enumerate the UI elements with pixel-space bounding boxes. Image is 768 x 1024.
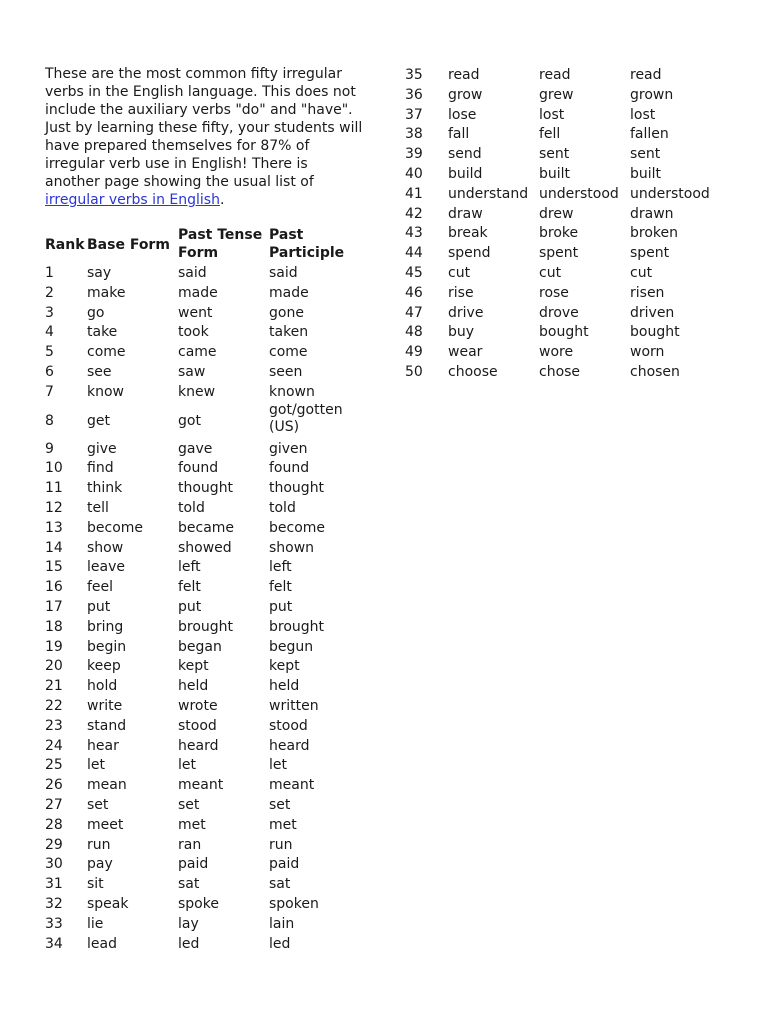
past-participle-cell: shown [269, 539, 315, 556]
rank-cell: 38 [405, 126, 423, 143]
past-tense-cell: kept [178, 658, 209, 675]
past-tense-cell: began [178, 638, 222, 655]
past-participle-cell: held [269, 678, 300, 695]
rank-cell: 31 [45, 876, 63, 893]
past-tense-cell: thought [178, 480, 234, 497]
past-participle-cell: kept [269, 658, 300, 675]
irregular-verbs-link[interactable]: irregular verbs in English [45, 192, 220, 208]
base-form-cell: give [87, 440, 117, 457]
rank-cell: 24 [45, 737, 63, 754]
past-participle-cell: bought [630, 324, 680, 341]
verb-table-left [45, 226, 365, 966]
past-participle-cell: understood [630, 185, 710, 202]
rank-cell: 5 [45, 344, 54, 361]
past-participle-cell: brought [269, 618, 325, 635]
past-participle-cell: found [269, 460, 310, 477]
base-form-cell: feel [87, 579, 114, 596]
rank-cell: 37 [405, 106, 423, 123]
header-past-participle: Past Participle [269, 227, 345, 261]
rank-cell: 43 [405, 225, 423, 242]
past-tense-cell: knew [178, 383, 216, 400]
base-form-cell: let [87, 757, 105, 774]
past-tense-cell: brought [178, 618, 234, 635]
intro-paragraph [45, 65, 365, 209]
past-participle-cell: spoken [269, 896, 319, 912]
base-form-cell: sit [87, 876, 104, 893]
rank-cell: 10 [45, 460, 63, 477]
past-tense-cell: made [178, 284, 218, 301]
rank-cell: 41 [405, 185, 423, 202]
past-participle-cell: lain [269, 915, 295, 932]
past-tense-cell: wore [539, 344, 574, 361]
rank-cell: 7 [45, 383, 54, 400]
past-participle-cell: thought [269, 480, 325, 497]
past-tense-cell: met [178, 816, 206, 833]
header-past-tense-form: Past Tense Form [178, 227, 263, 261]
past-participle-cell: begun [269, 638, 314, 655]
rank-cell: 17 [45, 599, 63, 615]
past-tense-cell: sat [178, 876, 200, 893]
past-tense-cell: found [178, 460, 219, 477]
past-participle-cell: written [269, 698, 319, 714]
base-form-cell: lose [448, 106, 477, 123]
base-form-cell: spend [448, 245, 491, 262]
past-participle-cell: driven [630, 304, 675, 321]
past-participle-cell: set [269, 797, 291, 813]
past-participle-cell: meant [269, 777, 315, 794]
past-participle-cell: put [269, 599, 293, 615]
base-form-cell: cut [448, 265, 471, 281]
base-form-cell: say [87, 265, 112, 281]
base-form-cell: put [87, 599, 111, 615]
rank-cell: 20 [45, 658, 63, 675]
base-form-cell: go [87, 304, 105, 321]
rank-cell: 44 [405, 245, 423, 262]
past-participle-cell: lost [630, 106, 656, 123]
base-form-cell: drive [448, 304, 484, 321]
base-form-cell: choose [448, 364, 498, 380]
past-tense-cell: set [178, 797, 200, 813]
past-participle-cell: seen [269, 364, 303, 380]
past-participle-cell: let [269, 757, 287, 774]
past-participle-cell: told [269, 500, 296, 516]
rank-cell: 25 [45, 757, 63, 774]
past-tense-cell: told [178, 500, 205, 516]
base-form-cell: take [87, 324, 118, 341]
rank-cell: 32 [45, 896, 63, 912]
past-tense-cell: cut [539, 265, 562, 281]
past-participle-cell: read [630, 67, 662, 83]
rank-cell: 3 [45, 304, 54, 321]
past-participle-cell: broken [630, 225, 678, 242]
base-form-cell: speak [87, 896, 129, 912]
past-tense-cell: went [178, 304, 213, 321]
past-tense-cell: chose [539, 364, 581, 380]
rank-cell: 19 [45, 638, 63, 655]
base-form-cell: hear [87, 737, 119, 754]
base-form-cell: write [87, 698, 123, 714]
base-form-cell: buy [448, 324, 475, 341]
rank-cell: 8 [45, 412, 54, 429]
rank-cell: 30 [45, 856, 63, 873]
past-participle-cell: sat [269, 876, 291, 893]
rank-cell: 18 [45, 618, 63, 635]
base-form-cell: become [87, 519, 144, 536]
past-tense-cell: paid [178, 856, 209, 873]
past-tense-cell: felt [178, 579, 201, 596]
past-participle-cell: paid [269, 856, 300, 873]
past-tense-cell: gave [178, 440, 213, 457]
past-participle-cell: cut [630, 265, 653, 281]
past-participle-cell: come [269, 344, 308, 361]
base-form-cell: fall [448, 126, 470, 143]
rank-cell: 42 [405, 205, 423, 222]
base-form-cell: bring [87, 618, 124, 635]
past-tense-cell: let [178, 757, 196, 774]
rank-cell: 11 [45, 480, 63, 497]
past-tense-cell: got [178, 412, 201, 429]
past-participle-cell: drawn [630, 205, 674, 222]
past-participle-cell: stood [269, 717, 308, 734]
base-form-cell: send [448, 146, 482, 163]
rank-cell: 6 [45, 364, 54, 380]
rank-cell: 39 [405, 146, 423, 163]
past-participle-cell: got/gotten (US) [269, 401, 343, 435]
rank-cell: 13 [45, 519, 63, 536]
past-participle-cell: heard [269, 737, 310, 754]
past-participle-cell: spent [630, 245, 670, 262]
past-tense-cell: heard [178, 737, 219, 754]
base-form-cell: tell [87, 500, 109, 516]
base-form-cell: come [87, 344, 126, 361]
rank-cell: 48 [405, 324, 423, 341]
rank-cell: 49 [405, 344, 423, 361]
base-form-cell: wear [448, 344, 483, 361]
base-form-cell: leave [87, 559, 125, 576]
base-form-cell: break [448, 225, 488, 242]
base-form-cell: run [87, 836, 111, 853]
rank-cell: 34 [45, 935, 63, 952]
past-tense-cell: meant [178, 777, 224, 794]
past-participle-cell: felt [269, 579, 292, 596]
rank-cell: 50 [405, 364, 423, 380]
header-rank: Rank [45, 237, 85, 253]
intro-text: These are the most common fifty irregular verbs in the English language. This does not include the auxiliary verbs "do" and "have". Just by learning these fifty, your students will have prepared themselves for 87% of irregular verb use in English! There is another page showing the usual list of [45, 66, 363, 190]
base-form-cell: lie [87, 915, 104, 932]
past-tense-cell: drove [539, 304, 579, 321]
base-form-cell: begin [87, 638, 127, 655]
base-form-cell: think [87, 480, 123, 497]
past-tense-cell: left [178, 559, 201, 576]
base-form-cell: pay [87, 856, 113, 873]
base-form-cell: understand [448, 185, 529, 202]
past-participle-cell: chosen [630, 364, 680, 380]
base-form-cell: meet [87, 816, 124, 833]
past-tense-cell: lay [178, 915, 199, 932]
rank-cell: 36 [405, 86, 423, 103]
past-tense-cell: ran [178, 836, 202, 853]
base-form-cell: grow [448, 86, 483, 103]
base-form-cell: lead [87, 935, 117, 952]
past-participle-cell: fallen [630, 126, 669, 143]
past-participle-cell: grown [630, 86, 674, 103]
past-tense-cell: drew [539, 205, 574, 222]
header-base-form: Base Form [87, 237, 170, 253]
past-participle-cell: known [269, 383, 315, 400]
past-tense-cell: spoke [178, 896, 219, 912]
rank-cell: 16 [45, 579, 63, 596]
past-tense-cell: saw [178, 364, 206, 380]
rank-cell: 29 [45, 836, 63, 853]
past-participle-cell: worn [630, 344, 665, 361]
past-tense-cell: held [178, 678, 209, 695]
base-form-cell: get [87, 412, 110, 429]
past-tense-cell: built [539, 166, 571, 182]
past-tense-cell: stood [178, 717, 217, 734]
rank-cell: 22 [45, 698, 63, 714]
past-tense-cell: became [178, 519, 235, 536]
past-participle-cell: given [269, 440, 308, 457]
past-tense-cell: wrote [178, 698, 218, 714]
past-participle-cell: gone [269, 304, 304, 321]
rank-cell: 15 [45, 559, 63, 576]
rank-cell: 45 [405, 265, 423, 281]
base-form-cell: find [87, 460, 114, 477]
rank-cell: 4 [45, 324, 54, 341]
base-form-cell: hold [87, 678, 118, 695]
rank-cell: 46 [405, 284, 423, 301]
rank-cell: 14 [45, 539, 63, 556]
rank-cell: 2 [45, 284, 54, 301]
past-tense-cell: came [178, 344, 217, 361]
base-form-cell: rise [448, 284, 474, 301]
verb-table-right [405, 64, 745, 394]
past-tense-cell: rose [539, 284, 569, 301]
base-form-cell: mean [87, 777, 127, 794]
past-tense-cell: broke [539, 225, 579, 242]
past-participle-cell: said [269, 265, 298, 281]
past-participle-cell: met [269, 816, 297, 833]
past-participle-cell: led [269, 935, 291, 952]
rank-cell: 12 [45, 500, 63, 516]
past-tense-cell: read [539, 67, 571, 83]
rank-cell: 40 [405, 166, 423, 182]
rank-cell: 9 [45, 440, 54, 457]
rank-cell: 23 [45, 717, 63, 734]
rank-cell: 1 [45, 265, 54, 281]
base-form-cell: show [87, 539, 124, 556]
past-tense-cell: put [178, 599, 202, 615]
base-form-cell: know [87, 383, 124, 400]
past-tense-cell: sent [539, 146, 570, 163]
past-participle-cell: become [269, 519, 326, 536]
base-form-cell: keep [87, 658, 121, 675]
base-form-cell: stand [87, 717, 127, 734]
past-tense-cell: understood [539, 185, 619, 202]
intro-period: . [219, 192, 225, 208]
base-form-cell: see [87, 364, 112, 380]
past-tense-cell: fell [539, 126, 561, 143]
past-participle-cell: taken [269, 324, 309, 341]
rank-cell: 35 [405, 67, 423, 83]
past-tense-cell: lost [539, 106, 565, 123]
rank-cell: 21 [45, 678, 63, 695]
rank-cell: 28 [45, 816, 63, 833]
past-tense-cell: took [178, 324, 209, 341]
past-participle-cell: made [269, 284, 309, 301]
past-tense-cell: bought [539, 324, 589, 341]
past-participle-cell: built [630, 166, 662, 182]
base-form-cell: set [87, 797, 109, 813]
base-form-cell: read [448, 67, 480, 83]
past-participle-cell: left [269, 559, 292, 576]
past-participle-cell: sent [630, 146, 661, 163]
rank-cell: 27 [45, 797, 63, 813]
past-tense-cell: spent [539, 245, 579, 262]
past-tense-cell: led [178, 935, 200, 952]
base-form-cell: build [448, 166, 483, 182]
base-form-cell: draw [448, 205, 483, 222]
past-tense-cell: showed [178, 539, 232, 556]
past-tense-cell: grew [539, 86, 574, 103]
past-tense-cell: said [178, 265, 207, 281]
rank-cell: 33 [45, 915, 63, 932]
rank-cell: 47 [405, 304, 423, 321]
past-participle-cell: risen [630, 284, 665, 301]
past-participle-cell: run [269, 836, 293, 853]
rank-cell: 26 [45, 777, 63, 794]
base-form-cell: make [87, 284, 126, 301]
